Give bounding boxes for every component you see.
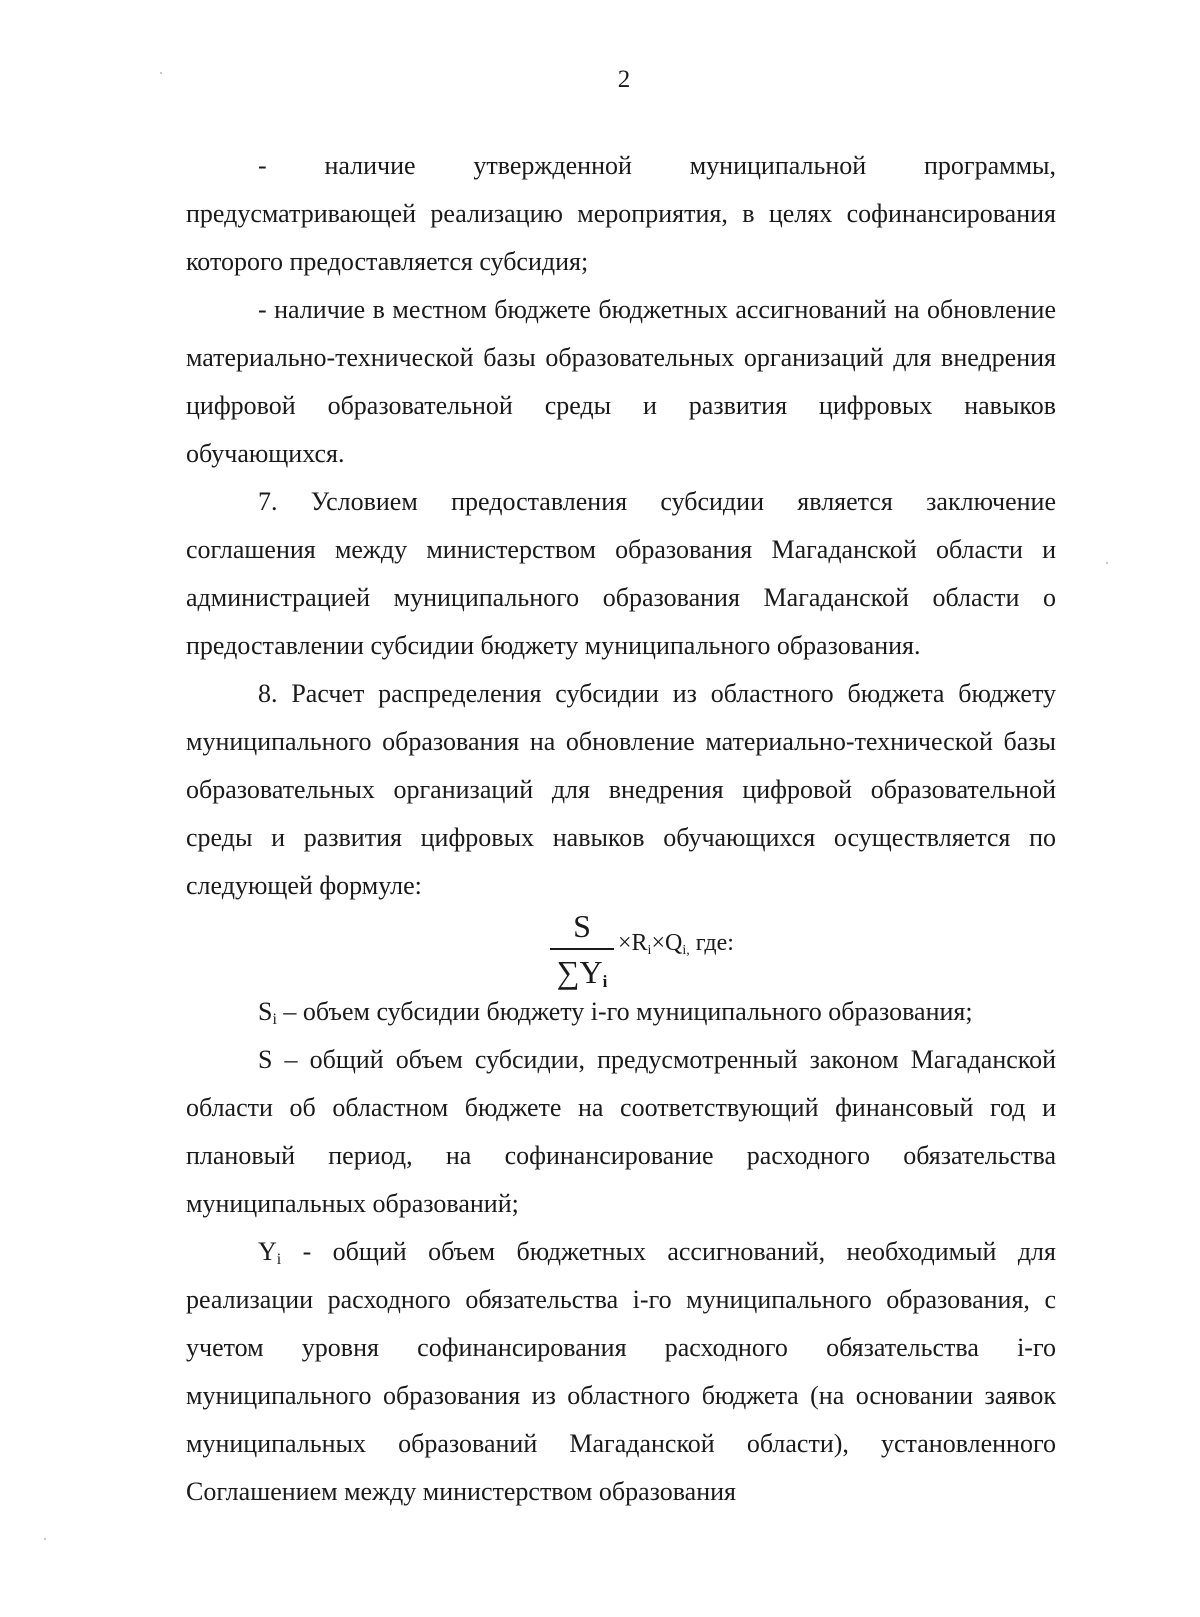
text-block-upper bbox=[186, 142, 1056, 910]
yi-symbol: Y bbox=[258, 1237, 277, 1266]
scan-speck bbox=[1106, 562, 1108, 564]
formula-fraction bbox=[550, 908, 614, 990]
denominator-subscript: i bbox=[602, 972, 608, 991]
definition-si bbox=[186, 988, 1056, 1036]
formula-multipliers bbox=[618, 930, 734, 957]
definition-s: S – общий объем субсидии, предусмотренный законом Магаданской области об областном бюджете на соответствующий финансовый год и плановый период, на софинансирование расходного обязательства муниципальных образований; bbox=[186, 1045, 1056, 1218]
si-symbol: S bbox=[258, 997, 273, 1026]
formula-numerator: S bbox=[573, 908, 591, 944]
denominator-symbol: ∑Y bbox=[556, 954, 603, 990]
paragraph-budget-allocations: - наличие в местном бюджете бюджетных ассигнований на обновление материально-технической базы образовательных организаций для внедрения цифровой образовательной среды и развития цифровых навыков обучающихся. bbox=[186, 295, 1056, 468]
page-number: 2 bbox=[617, 66, 631, 93]
scan-speck bbox=[160, 72, 162, 74]
scan-speck bbox=[44, 1538, 46, 1540]
paragraph-item-8: 8. Расчет распределения субсидии из областного бюджета бюджету муниципального образования на обновление материально-технической базы образовательных организаций для внедрения цифровой образовательной среды и развития цифровых навыков обучающихся осуществляется по следующей формуле: bbox=[186, 679, 1056, 900]
yi-text: - общий объем бюджетных ассигнований, необходимый для реализации расходного обязательства i-го муниципального образования, с учетом уровня софинансирования расходного обязательства i-го муниципального образования из областного бюджета (на основании заявок муниципальных образований Магаданской области), установленного Соглашением между министерством образования bbox=[186, 1237, 1056, 1506]
paragraph-item-7: 7. Условием предоставления субсидии является заключение соглашения между министерством образования Магаданской области и администрацией муниципального образования Магаданской области о предоставлении субсидии бюджету муниципального образования. bbox=[186, 487, 1056, 660]
paragraph-municipal-program: - наличие утвержденной муниципальной программы, предусматривающей реализацию мероприятия, в целях софинансирования которого предоставляется субсидия; bbox=[186, 151, 1056, 276]
yi-subscript: i bbox=[276, 1251, 282, 1268]
text-block-lower bbox=[186, 988, 1056, 1516]
formula-r-subscript: i bbox=[647, 943, 652, 958]
formula-q-subscript: i, bbox=[682, 943, 690, 958]
fraction-bar bbox=[550, 948, 614, 950]
formula-r: ×R bbox=[618, 930, 648, 956]
si-text: – объем субсидии бюджету i-го муниципального образования; bbox=[276, 997, 973, 1026]
definition-yi bbox=[186, 1228, 1056, 1516]
formula-tail: где: bbox=[689, 930, 734, 956]
formula-denominator bbox=[550, 954, 614, 990]
formula-q: ×Q bbox=[651, 930, 683, 956]
si-subscript: i bbox=[272, 1011, 277, 1028]
